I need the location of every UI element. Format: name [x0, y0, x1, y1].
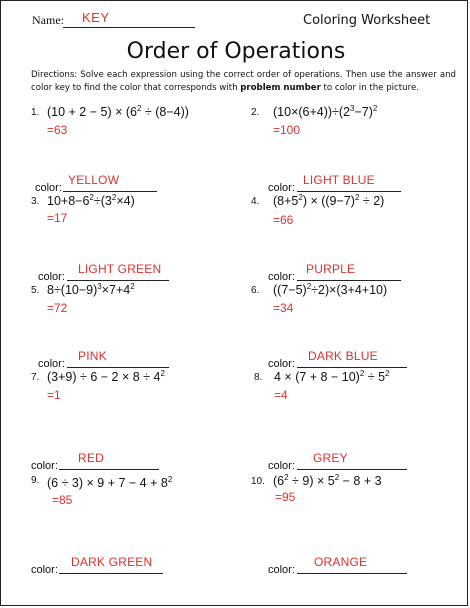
directions-text — [31, 69, 456, 95]
color-underline — [297, 573, 407, 574]
color-label: color: — [268, 460, 295, 472]
problem-number: 8. — [254, 372, 263, 383]
color-label: color: — [31, 564, 58, 576]
problem-answer: =63 — [47, 123, 68, 137]
color-label: color: — [268, 358, 295, 370]
color-answer: RED — [78, 451, 104, 465]
color-answer: YELLOW — [68, 173, 120, 187]
color-underline — [59, 573, 163, 574]
color-answer: PURPLE — [306, 262, 356, 276]
name-value: KEY — [82, 10, 110, 25]
problem-expression: $10+8-6^2\div(3^2\times 4)$ — [47, 192, 135, 208]
problem-expression: $(6 \div 3) \times 9 + 7 - 4 + 8^2$ — [47, 474, 173, 490]
problem-number: 5. — [31, 285, 40, 296]
worksheet-title: Coloring Worksheet — [303, 13, 431, 28]
color-underline — [297, 191, 401, 192]
problem-expression: $(10 + 2 - 5) \times (6^2 \div (8-4))$ — [47, 103, 189, 119]
problem-expression: $(8+5^2) \times ((9-7)^2 \div 2)$ — [273, 192, 385, 208]
color-underline — [297, 280, 401, 281]
color-label: color: — [268, 182, 295, 194]
color-answer: DARK BLUE — [308, 349, 378, 363]
problem-expression: $(10\times(6+4))\div(2^3-7)^2$ — [273, 103, 378, 119]
problem-number: 7. — [31, 372, 40, 383]
color-underline — [67, 367, 169, 368]
directions-text-before: Directions: Solve each expression using the correct order of operations. Then use the answer and color key to find the color that corresponds with — [31, 70, 456, 93]
color-underline — [67, 280, 169, 281]
problem-answer: =95 — [275, 490, 296, 504]
problem-number: 2. — [251, 107, 260, 118]
problem-number: 9. — [31, 475, 40, 486]
color-answer: LIGHT BLUE — [303, 173, 375, 187]
page-title: Order of Operations — [126, 39, 346, 64]
problem-answer: =100 — [273, 123, 301, 137]
problem-answer: =66 — [273, 213, 294, 227]
color-answer: LIGHT GREEN — [78, 262, 162, 276]
color-underline — [297, 367, 407, 368]
color-answer: PINK — [78, 349, 107, 363]
color-underline — [297, 469, 407, 470]
problem-expression: $4 \times (7 + 8 - 10)^2 \div 5^2$ — [274, 368, 390, 384]
problem-expression: $(6^2 \div 9) \times 5^2 - 8 + 3$ — [273, 472, 382, 488]
problem-answer: =1 — [47, 388, 61, 402]
directions-bold: problem number — [240, 83, 321, 93]
color-label: color: — [38, 358, 65, 370]
color-label: color: — [31, 460, 58, 472]
problem-expression: $8\div(10-9)^3\times 7+4^2$ — [47, 281, 135, 297]
problem-expression: $((7-5)^2\div 2)\times(3+4+10)$ — [273, 281, 388, 297]
color-answer: GREY — [313, 451, 348, 465]
name-underline — [63, 27, 195, 28]
problem-answer: =34 — [273, 301, 294, 315]
problem-expression: $(3+9) \div 6 - 2 \times 8 \div 4^2$ — [47, 368, 165, 384]
problem-number: 4. — [251, 196, 260, 207]
color-underline — [59, 469, 159, 470]
problem-answer: =85 — [52, 493, 73, 507]
color-answer: ORANGE — [314, 555, 368, 569]
color-underline — [63, 191, 157, 192]
problem-answer: =17 — [47, 211, 68, 225]
color-label: color: — [38, 271, 65, 283]
color-answer: DARK GREEN — [71, 555, 153, 569]
problem-number: 1. — [31, 107, 40, 118]
color-label: color: — [35, 182, 62, 194]
problem-number: 6. — [251, 285, 260, 296]
name-label: Name: — [32, 13, 64, 27]
problem-answer: =4 — [274, 388, 288, 402]
problem-number: 10. — [251, 476, 265, 487]
color-label: color: — [268, 271, 295, 283]
problem-number: 3. — [31, 196, 40, 207]
color-label: color: — [268, 564, 295, 576]
directions-text-after: to color in the picture. — [320, 83, 419, 93]
problem-answer: =72 — [47, 301, 68, 315]
